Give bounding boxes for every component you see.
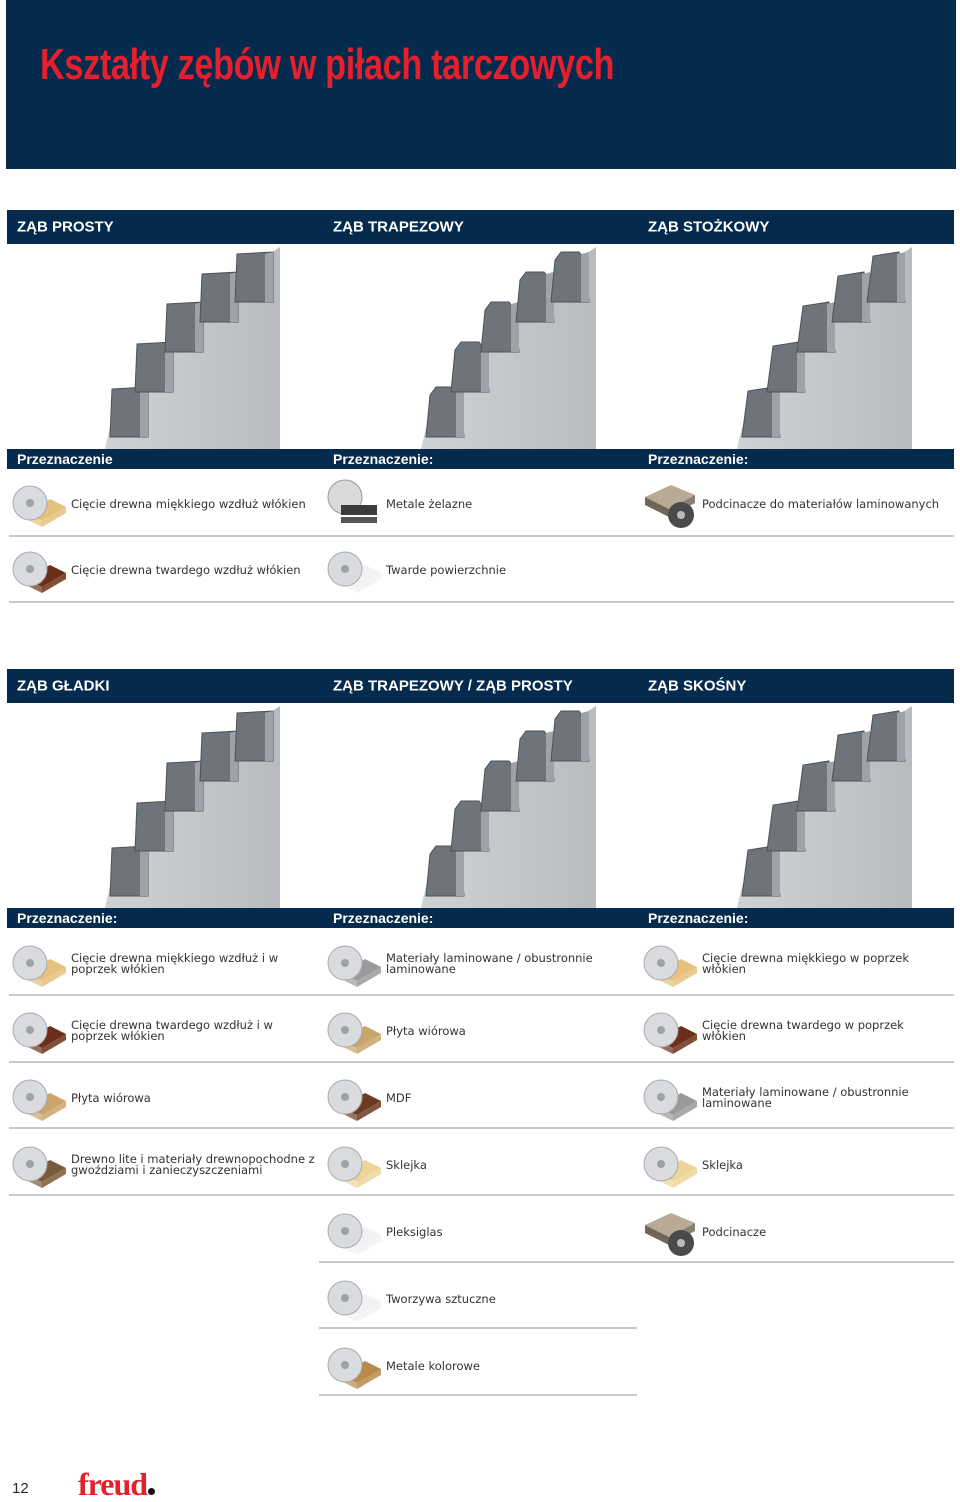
saw-blade-illustration (396, 247, 596, 449)
purpose-item-label: Cięcie drewna twardego w poprzek włókien (702, 1018, 904, 1043)
material-thumbnail-icon (325, 541, 383, 599)
purpose-item (325, 934, 631, 994)
logo-text: freud (78, 1466, 148, 1502)
purpose-item (325, 540, 631, 600)
purpose-item (641, 1135, 947, 1195)
material-thumbnail-icon (641, 1136, 699, 1194)
column-title: ZĄB GŁADKI (17, 677, 110, 695)
purpose-item-label: Cięcie drewna twardego wzdłuż włókien (71, 562, 301, 577)
material-thumbnail-icon (10, 1136, 68, 1194)
row-divider (9, 1061, 954, 1063)
section1-header-bar (7, 210, 954, 244)
freud-logo (78, 1466, 155, 1502)
row-divider (319, 1261, 954, 1263)
purpose-item (325, 1068, 631, 1128)
purpose-item-label: Materiały laminowane / obustronnie laminowane (702, 1085, 909, 1110)
purpose-item-label: Pleksiglas (386, 1224, 443, 1239)
saw-blade-illustration (80, 247, 280, 449)
material-thumbnail-icon (325, 475, 383, 533)
material-thumbnail-icon (325, 1337, 383, 1395)
purpose-item-label: Tworzywa sztuczne (386, 1291, 496, 1306)
purpose-item-label: Metale żelazne (386, 496, 473, 511)
material-thumbnail-icon (325, 1002, 383, 1060)
material-thumbnail-icon (641, 1002, 699, 1060)
page-title: Kształty zębów w piłach tarczowych (40, 40, 615, 89)
purpose-item-label: Twarde powierzchnie (386, 562, 507, 577)
purpose-label: Przeznaczenie: (648, 451, 749, 467)
saw-blade-illustration (712, 247, 912, 449)
row-divider (9, 1194, 954, 1196)
material-thumbnail-icon (325, 935, 383, 993)
purpose-item-label: Metale kolorowe (386, 1358, 480, 1373)
material-thumbnail-icon (641, 935, 699, 993)
section1-purpose-bar (7, 449, 954, 469)
purpose-item (10, 474, 316, 534)
column-title: ZĄB TRAPEZOWY / ZĄB PROSTY (333, 677, 573, 695)
purpose-item-label: Cięcie drewna miękkiego wzdłuż włókien (71, 496, 306, 511)
material-thumbnail-icon (325, 1136, 383, 1194)
row-divider (319, 1394, 637, 1396)
purpose-item-label: Materiały laminowane / obustronnie laminowane (386, 951, 593, 976)
section2-header-bar (7, 669, 954, 703)
column-title: ZĄB STOŻKOWY (648, 218, 770, 236)
purpose-item (325, 474, 631, 534)
purpose-item-label: Podcinacze do materiałów laminowanych (702, 496, 940, 511)
purpose-item (325, 1336, 631, 1396)
row-divider (9, 994, 954, 996)
purpose-item-label: Drewno lite i materiały drewnopochodne z gwoździami i zanieczyszczeniami (71, 1152, 315, 1177)
section2-purpose-bar (7, 908, 954, 928)
material-thumbnail-icon (641, 475, 699, 533)
saw-blade-illustration (80, 706, 280, 908)
purpose-label: Przeznaczenie: (333, 910, 434, 926)
row-divider (9, 1127, 954, 1129)
page-number: 12 (12, 1480, 29, 1497)
purpose-label: Przeznaczenie: (17, 910, 118, 926)
purpose-item (10, 934, 316, 994)
material-thumbnail-icon (10, 935, 68, 993)
purpose-item-label: Podcinacze (702, 1224, 767, 1239)
row-divider (9, 535, 954, 537)
purpose-label: Przeznaczenie: (648, 910, 749, 926)
purpose-item (10, 1001, 316, 1061)
purpose-label: Przeznaczenie (17, 451, 113, 467)
purpose-item (641, 934, 947, 994)
purpose-item (325, 1269, 631, 1329)
saw-blade-illustration (712, 706, 912, 908)
material-thumbnail-icon (10, 1002, 68, 1060)
material-thumbnail-icon (325, 1069, 383, 1127)
purpose-item (325, 1001, 631, 1061)
logo-dot-icon (148, 1488, 155, 1495)
purpose-item-label: Sklejka (386, 1157, 427, 1172)
row-divider (9, 601, 954, 603)
column-title: ZĄB SKOŚNY (648, 677, 747, 695)
column-title: ZĄB TRAPEZOWY (333, 218, 464, 236)
material-thumbnail-icon (325, 1203, 383, 1261)
material-thumbnail-icon (10, 475, 68, 533)
saw-blade-illustration (396, 706, 596, 908)
purpose-item-label: MDF (386, 1090, 412, 1105)
row-divider (319, 1327, 637, 1329)
purpose-item (641, 474, 947, 534)
purpose-item (325, 1202, 631, 1262)
purpose-item (641, 1068, 947, 1128)
purpose-item-label: Płyta wiórowa (71, 1090, 151, 1105)
material-thumbnail-icon (641, 1069, 699, 1127)
material-thumbnail-icon (10, 541, 68, 599)
purpose-item (10, 1135, 316, 1195)
column-title: ZĄB PROSTY (17, 218, 114, 236)
purpose-item-label: Sklejka (702, 1157, 743, 1172)
purpose-item-label: Cięcie drewna miękkiego wzdłuż i w poprzek włókien (71, 951, 279, 976)
material-thumbnail-icon (325, 1270, 383, 1328)
purpose-item (641, 1001, 947, 1061)
purpose-item-label: Cięcie drewna miękkiego w poprzek włókien (702, 951, 910, 976)
purpose-item (641, 1202, 947, 1262)
material-thumbnail-icon (641, 1203, 699, 1261)
purpose-item (10, 540, 316, 600)
purpose-item (10, 1068, 316, 1128)
material-thumbnail-icon (10, 1069, 68, 1127)
purpose-label: Przeznaczenie: (333, 451, 434, 467)
purpose-item-label: Płyta wiórowa (386, 1023, 466, 1038)
purpose-item (325, 1135, 631, 1195)
purpose-item-label: Cięcie drewna twardego wzdłuż i w poprzek włókien (71, 1018, 273, 1043)
header-banner (6, 0, 956, 169)
